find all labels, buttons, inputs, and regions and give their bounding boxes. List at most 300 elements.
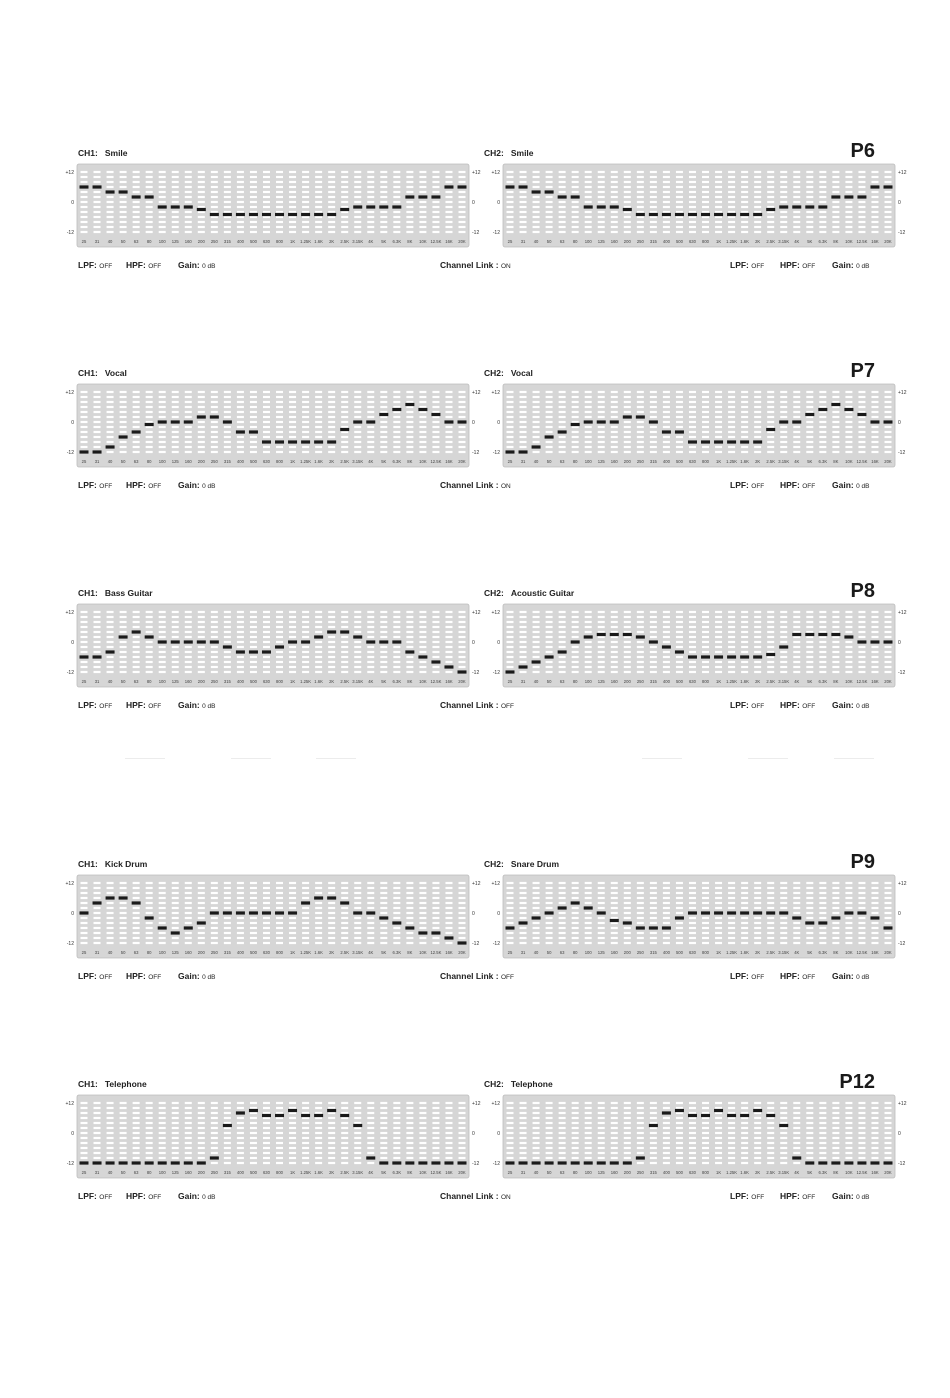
band-segment [94,661,101,663]
band-segment [546,651,553,653]
band-segment [406,626,413,628]
band-segment [380,431,387,433]
eq-level-marker [197,1161,206,1164]
band-segment [780,897,787,899]
eq-level-marker [106,1161,115,1164]
band-segment [250,621,257,623]
band-segment [211,411,218,413]
channel-link: Channel Link : ON [440,260,511,270]
band-segment [767,436,774,438]
band-segment [367,636,374,638]
band-segment [845,231,852,233]
band-segment [406,201,413,203]
band-label: 8K [833,679,839,684]
band-segment [533,391,540,393]
band-segment [328,621,335,623]
band-segment [237,902,244,904]
band-segment [793,446,800,448]
band-segment [533,406,540,408]
eq-level-marker [805,413,814,416]
eq-level-marker [558,650,567,653]
band-segment [689,927,696,929]
band-segment [507,922,514,924]
band-segment [432,221,439,223]
band-segment [611,882,618,884]
band-segment [793,1162,800,1164]
band-segment [133,882,140,884]
band-segment [354,611,361,613]
band-segment [315,1122,322,1124]
band-segment [637,1117,644,1119]
band-segment [533,1147,540,1149]
eq-level-marker [80,655,89,658]
band-segment [432,186,439,188]
band-segment [120,621,127,623]
band-segment [767,641,774,643]
band-segment [611,892,618,894]
band-segment [289,626,296,628]
band-label: 25 [507,239,513,244]
band-segment [780,406,787,408]
band-segment [172,922,179,924]
band-segment [663,882,670,884]
band-segment [445,1102,452,1104]
band-segment [650,216,657,218]
band-segment [94,1102,101,1104]
band-segment [211,616,218,618]
band-segment [146,1137,153,1139]
band-segment [611,201,618,203]
band-segment [367,892,374,894]
band-segment [676,411,683,413]
band-segment [367,1137,374,1139]
band-label: 100 [158,679,166,684]
band-segment [133,211,140,213]
band-segment [380,1142,387,1144]
band-segment [689,1112,696,1114]
band-segment [380,1147,387,1149]
band-label: 25 [507,679,513,684]
band-segment [754,671,761,673]
band-segment [133,927,140,929]
band-segment [871,636,878,638]
band-segment [728,191,735,193]
band-segment [289,666,296,668]
band-segment [533,441,540,443]
band-segment [211,436,218,438]
band-segment [367,1107,374,1109]
band-segment [94,1142,101,1144]
band-segment [728,401,735,403]
band-segment [172,416,179,418]
band-segment [689,416,696,418]
band-segment [263,226,270,228]
band-segment [689,191,696,193]
band-label: 80 [146,1170,152,1175]
band-segment [611,626,618,628]
band-segment [94,892,101,894]
band-segment [559,451,566,453]
band-segment [806,216,813,218]
eq-level-marker [249,911,258,914]
band-segment [263,1132,270,1134]
band-segment [611,661,618,663]
band-segment [406,661,413,663]
band-segment [276,426,283,428]
band-label: 31 [94,1170,100,1175]
band-segment [598,671,605,673]
band-segment [159,882,166,884]
eq-level-marker [597,1161,606,1164]
band-segment [559,927,566,929]
band-segment [715,186,722,188]
band-segment [81,666,88,668]
band-segment [185,426,192,428]
band-segment [159,636,166,638]
band-segment [741,1107,748,1109]
band-label: 200 [623,239,631,244]
band-segment [250,221,257,223]
band-segment [806,231,813,233]
band-segment [572,211,579,213]
band-segment [185,907,192,909]
band-label: 2.5K [340,950,350,955]
band-segment [289,421,296,423]
band-segment [741,1147,748,1149]
band-label: 1K [715,950,722,955]
band-segment [650,922,657,924]
band-segment [198,917,205,919]
band-label: 1.6K [740,459,749,464]
band-segment [354,221,361,223]
band-segment [406,887,413,889]
band-segment [172,401,179,403]
band-segment [741,391,748,393]
band-segment [715,1122,722,1124]
band-segment [459,927,466,929]
band-segment [832,206,839,208]
band-segment [702,431,709,433]
band-segment [871,907,878,909]
band-segment [858,932,865,934]
band-segment [871,441,878,443]
band-segment [315,932,322,934]
band-segment [858,661,865,663]
band-segment [354,1102,361,1104]
band-label: 25 [507,459,513,464]
band-segment [819,446,826,448]
band-segment [520,196,527,198]
band-segment [289,226,296,228]
band-segment [289,196,296,198]
band-segment [624,1122,631,1124]
band-segment [289,391,296,393]
band-segment [133,216,140,218]
band-segment [302,907,309,909]
band-segment [793,396,800,398]
band-segment [159,942,166,944]
band-segment [871,416,878,418]
band-segment [793,436,800,438]
band-segment [302,626,309,628]
band-segment [81,406,88,408]
band-segment [237,1132,244,1134]
band-segment [715,1162,722,1164]
band-segment [885,626,892,628]
band-segment [728,406,735,408]
band-segment [520,636,527,638]
band-segment [289,651,296,653]
band-segment [767,927,774,929]
band-segment [341,922,348,924]
band-segment [806,1142,813,1144]
band-segment [780,1137,787,1139]
band-segment [276,186,283,188]
eq-level-marker [805,1161,814,1164]
band-segment [354,616,361,618]
band-segment [702,1157,709,1159]
band-segment [702,426,709,428]
eq-level-marker [662,430,671,433]
band-segment [380,646,387,648]
band-segment [146,671,153,673]
band-segment [806,636,813,638]
band-segment [793,666,800,668]
band-segment [315,656,322,658]
band-segment [393,1142,400,1144]
band-segment [663,651,670,653]
band-segment [341,932,348,934]
band-segment [367,1122,374,1124]
divider [748,758,788,759]
band-segment [198,626,205,628]
band-segment [741,892,748,894]
band-segment [871,937,878,939]
band-label: 200 [197,950,205,955]
band-segment [263,917,270,919]
band-segment [354,451,361,453]
band-segment [211,446,218,448]
band-segment [689,641,696,643]
band-segment [94,441,101,443]
band-segment [81,391,88,393]
band-segment [120,942,127,944]
band-segment [276,1147,283,1149]
band-segment [572,636,579,638]
band-label: 12.5K [856,950,868,955]
divider [231,758,271,759]
band-segment [624,932,631,934]
band-segment [263,902,270,904]
scale-label-mid: 0 [898,199,901,206]
band-segment [637,221,644,223]
band-segment [728,436,735,438]
band-segment [211,231,218,233]
band-segment [598,401,605,403]
band-segment [120,451,127,453]
band-segment [419,646,426,648]
band-segment [354,406,361,408]
band-segment [585,656,592,658]
band-segment [533,216,540,218]
band-segment [354,441,361,443]
band-segment [315,646,322,648]
band-segment [328,1162,335,1164]
band-label: 250 [210,950,218,955]
band-label: 1K [289,679,296,684]
band-segment [81,616,88,618]
band-segment [871,176,878,178]
band-segment [624,1102,631,1104]
band-label: 315 [649,950,657,955]
band-segment [572,231,579,233]
band-segment [624,431,631,433]
band-segment [598,1132,605,1134]
band-segment [445,206,452,208]
eq-level-marker [184,420,193,423]
band-segment [406,897,413,899]
band-segment [146,451,153,453]
band-label: 8K [407,1170,413,1175]
band-segment [120,917,127,919]
band-segment [315,446,322,448]
band-segment [393,616,400,618]
band-segment [637,226,644,228]
band-segment [676,391,683,393]
band-segment [754,436,761,438]
band-segment [546,406,553,408]
eq-level-marker [119,435,128,438]
band-segment [689,621,696,623]
band-segment [367,917,374,919]
band-segment [459,1147,466,1149]
band-segment [715,416,722,418]
band-segment [341,186,348,188]
band-segment [871,887,878,889]
eq-level-marker [301,1114,310,1117]
band-segment [432,426,439,428]
band-segment [598,441,605,443]
band-segment [702,1147,709,1149]
band-segment [689,626,696,628]
band-segment [107,1112,114,1114]
band-label: 160 [184,950,192,955]
band-segment [328,406,335,408]
eq-level-marker [727,655,736,658]
band-segment [520,441,527,443]
band-segment [845,411,852,413]
band-segment [559,201,566,203]
band-segment [819,882,826,884]
eq-level-marker [236,1111,245,1114]
band-segment [611,1112,618,1114]
band-segment [702,446,709,448]
band-segment [624,882,631,884]
band-segment [198,191,205,193]
band-segment [146,897,153,899]
eq-level-marker [779,911,788,914]
band-segment [198,426,205,428]
band-segment [354,426,361,428]
band-segment [263,176,270,178]
band-segment [858,1142,865,1144]
band-segment [871,431,878,433]
band-segment [598,907,605,909]
band-segment [767,426,774,428]
band-label: 1.25K [726,239,738,244]
preset-p6 [0,140,950,280]
band-segment [819,892,826,894]
band-segment [819,211,826,213]
band-segment [871,671,878,673]
band-segment [832,902,839,904]
eq-level-marker [458,941,467,944]
band-segment [728,1152,735,1154]
band-segment [224,917,231,919]
scale-label-top: +12 [472,169,481,176]
band-segment [107,396,114,398]
band-segment [650,446,657,448]
eq-level-marker [93,185,102,188]
band-segment [250,446,257,448]
band-segment [702,171,709,173]
band-segment [663,216,670,218]
band-segment [224,426,231,428]
band-segment [380,1127,387,1129]
band-segment [276,666,283,668]
band-segment [185,196,192,198]
band-segment [702,411,709,413]
band-segment [302,661,309,663]
band-segment [559,1122,566,1124]
eq-level-marker [418,408,427,411]
band-segment [754,206,761,208]
band-segment [107,666,114,668]
band-label: 4K [794,950,800,955]
band-segment [728,661,735,663]
band-segment [520,201,527,203]
scale-label-mid: 0 [472,199,475,206]
band-segment [533,636,540,638]
band-segment [806,611,813,613]
eq-level-marker [857,911,866,914]
band-label: 160 [184,679,192,684]
band-segment [120,902,127,904]
band-segment [380,626,387,628]
band-segment [728,1137,735,1139]
band-segment [276,932,283,934]
band-segment [250,922,257,924]
band-segment [432,216,439,218]
eq-level-marker [662,213,671,216]
band-segment [159,201,166,203]
band-segment [637,196,644,198]
eq-level-marker [418,931,427,934]
band-segment [520,1102,527,1104]
band-segment [793,231,800,233]
band-segment [767,406,774,408]
band-segment [419,431,426,433]
band-segment [419,631,426,633]
band-segment [419,937,426,939]
band-segment [198,636,205,638]
band-segment [780,1147,787,1149]
band-segment [367,666,374,668]
band-segment [432,416,439,418]
ch1-hpf: HPF: OFF [126,260,162,270]
band-segment [224,196,231,198]
band-label: 630 [262,459,270,464]
